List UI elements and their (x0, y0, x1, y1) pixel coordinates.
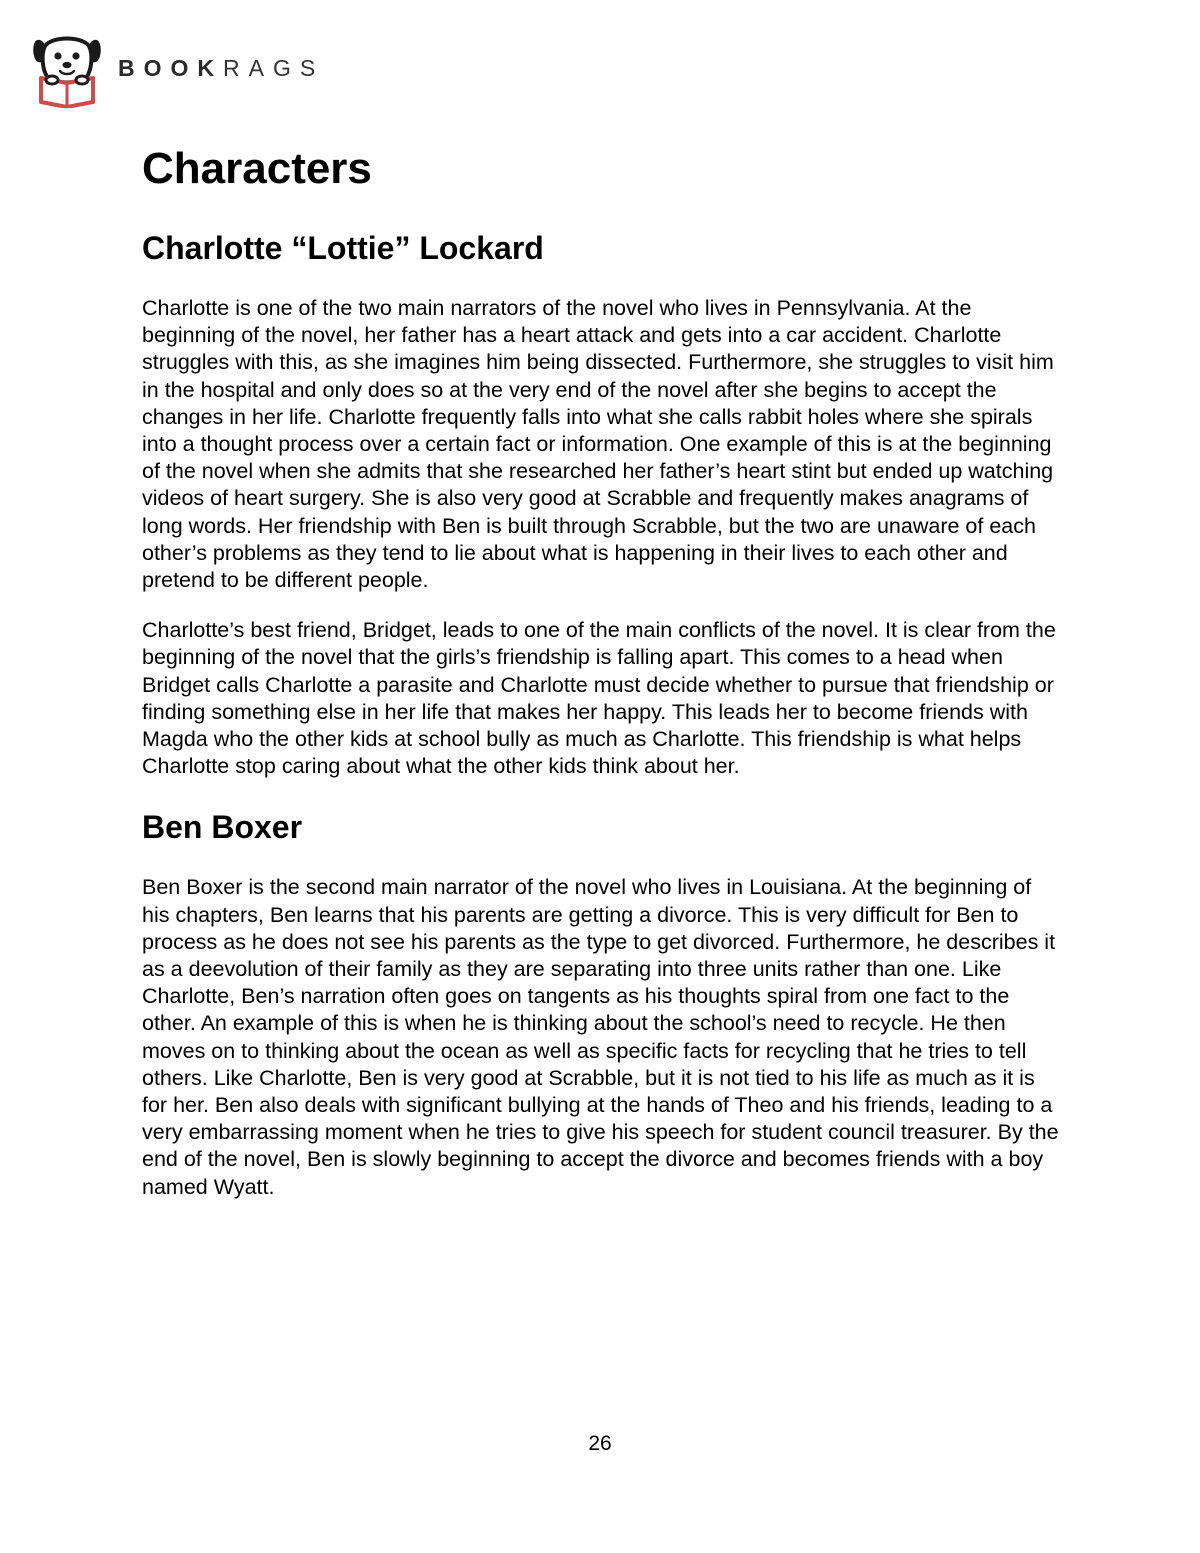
logo-text-bold: BOOK (118, 54, 223, 81)
logo-text-light: RAGS (223, 54, 325, 81)
document-body (142, 138, 1062, 1201)
bookrags-logo[interactable] (32, 34, 324, 108)
paragraph-charlotte-2: Charlotte’s best friend, Bridget, leads to one of the main conflicts of the novel. It is clear from the beginning of the novel that the girls’s friendship is falling apart. This comes to a head when Bridget calls Charlotte a parasite and Charlotte must decide whether to pursue that friendship or finding something else in her life that makes her happy. This leads her to become friends with Magda who the other kids at school bully as much as Charlotte. This friendship is what helps Charlotte stop caring about what the other kids think about her. (142, 618, 1056, 779)
paragraph-charlotte-1: Charlotte is one of the two main narrators of the novel who lives in Pennsylvania. At the beginning of the novel, her father has a heart attack and gets into a car accident. Charlotte struggles with this, as she imagines him being dissected. Furthermore, she struggles to visit him in the hospital and only does so at the very end of the novel after she begins to accept the changes in her life. Charlotte frequently falls into what she calls rabbit holes where she spirals into a thought process over a certain fact or information. One example of this is at the beginning of the novel when she admits that she researched her father’s heart stint but ended up watching videos of heart surgery. She is also very good at Scrabble and frequently makes anagrams of long words. Her friendship with Ben is built through Scrabble, but the two are unaware of each other’s problems as they tend to lie about what is happening in their lives to each other and pretend to be different people. (142, 296, 1054, 593)
section-heading-charlotte: Charlotte “Lottie” Lockard (142, 230, 544, 266)
logo-wordmark (118, 55, 324, 82)
section-heading-ben: Ben Boxer (142, 809, 303, 846)
page-number: 26 (588, 1432, 612, 1455)
page-title: Characters (142, 144, 372, 193)
dog-reading-book-icon (32, 34, 102, 108)
paragraph-ben-1: Ben Boxer is the second main narrator of the novel who lives in Louisiana. At the beginning of his chapters, Ben learns that his parents are getting a divorce. This is very difficult for Ben to process as he does not see his parents as the type to get divorced. Furthermore, he describes it as a deevolution of their family as they are separating into three units rather than one. Like Charlotte, Ben’s narration often goes on tangents as his thoughts spiral from one fact to the other. An example of this is when he is thinking about the school’s need to recycle. He then moves on to thinking about the ocean as well as specific facts for recycling that he tries to tell others. Like Charlotte, Ben is very good at Scrabble, but it is not tied to his life as much as it is for her. Ben also deals with significant bullying at the hands of Theo and his friends, leading to a very embarrassing moment when he tries to give his speech for student council treasurer. By the end of the novel, Ben is slowly beginning to accept the divorce and becomes friends with a boy named Wyatt. (142, 875, 1059, 1199)
